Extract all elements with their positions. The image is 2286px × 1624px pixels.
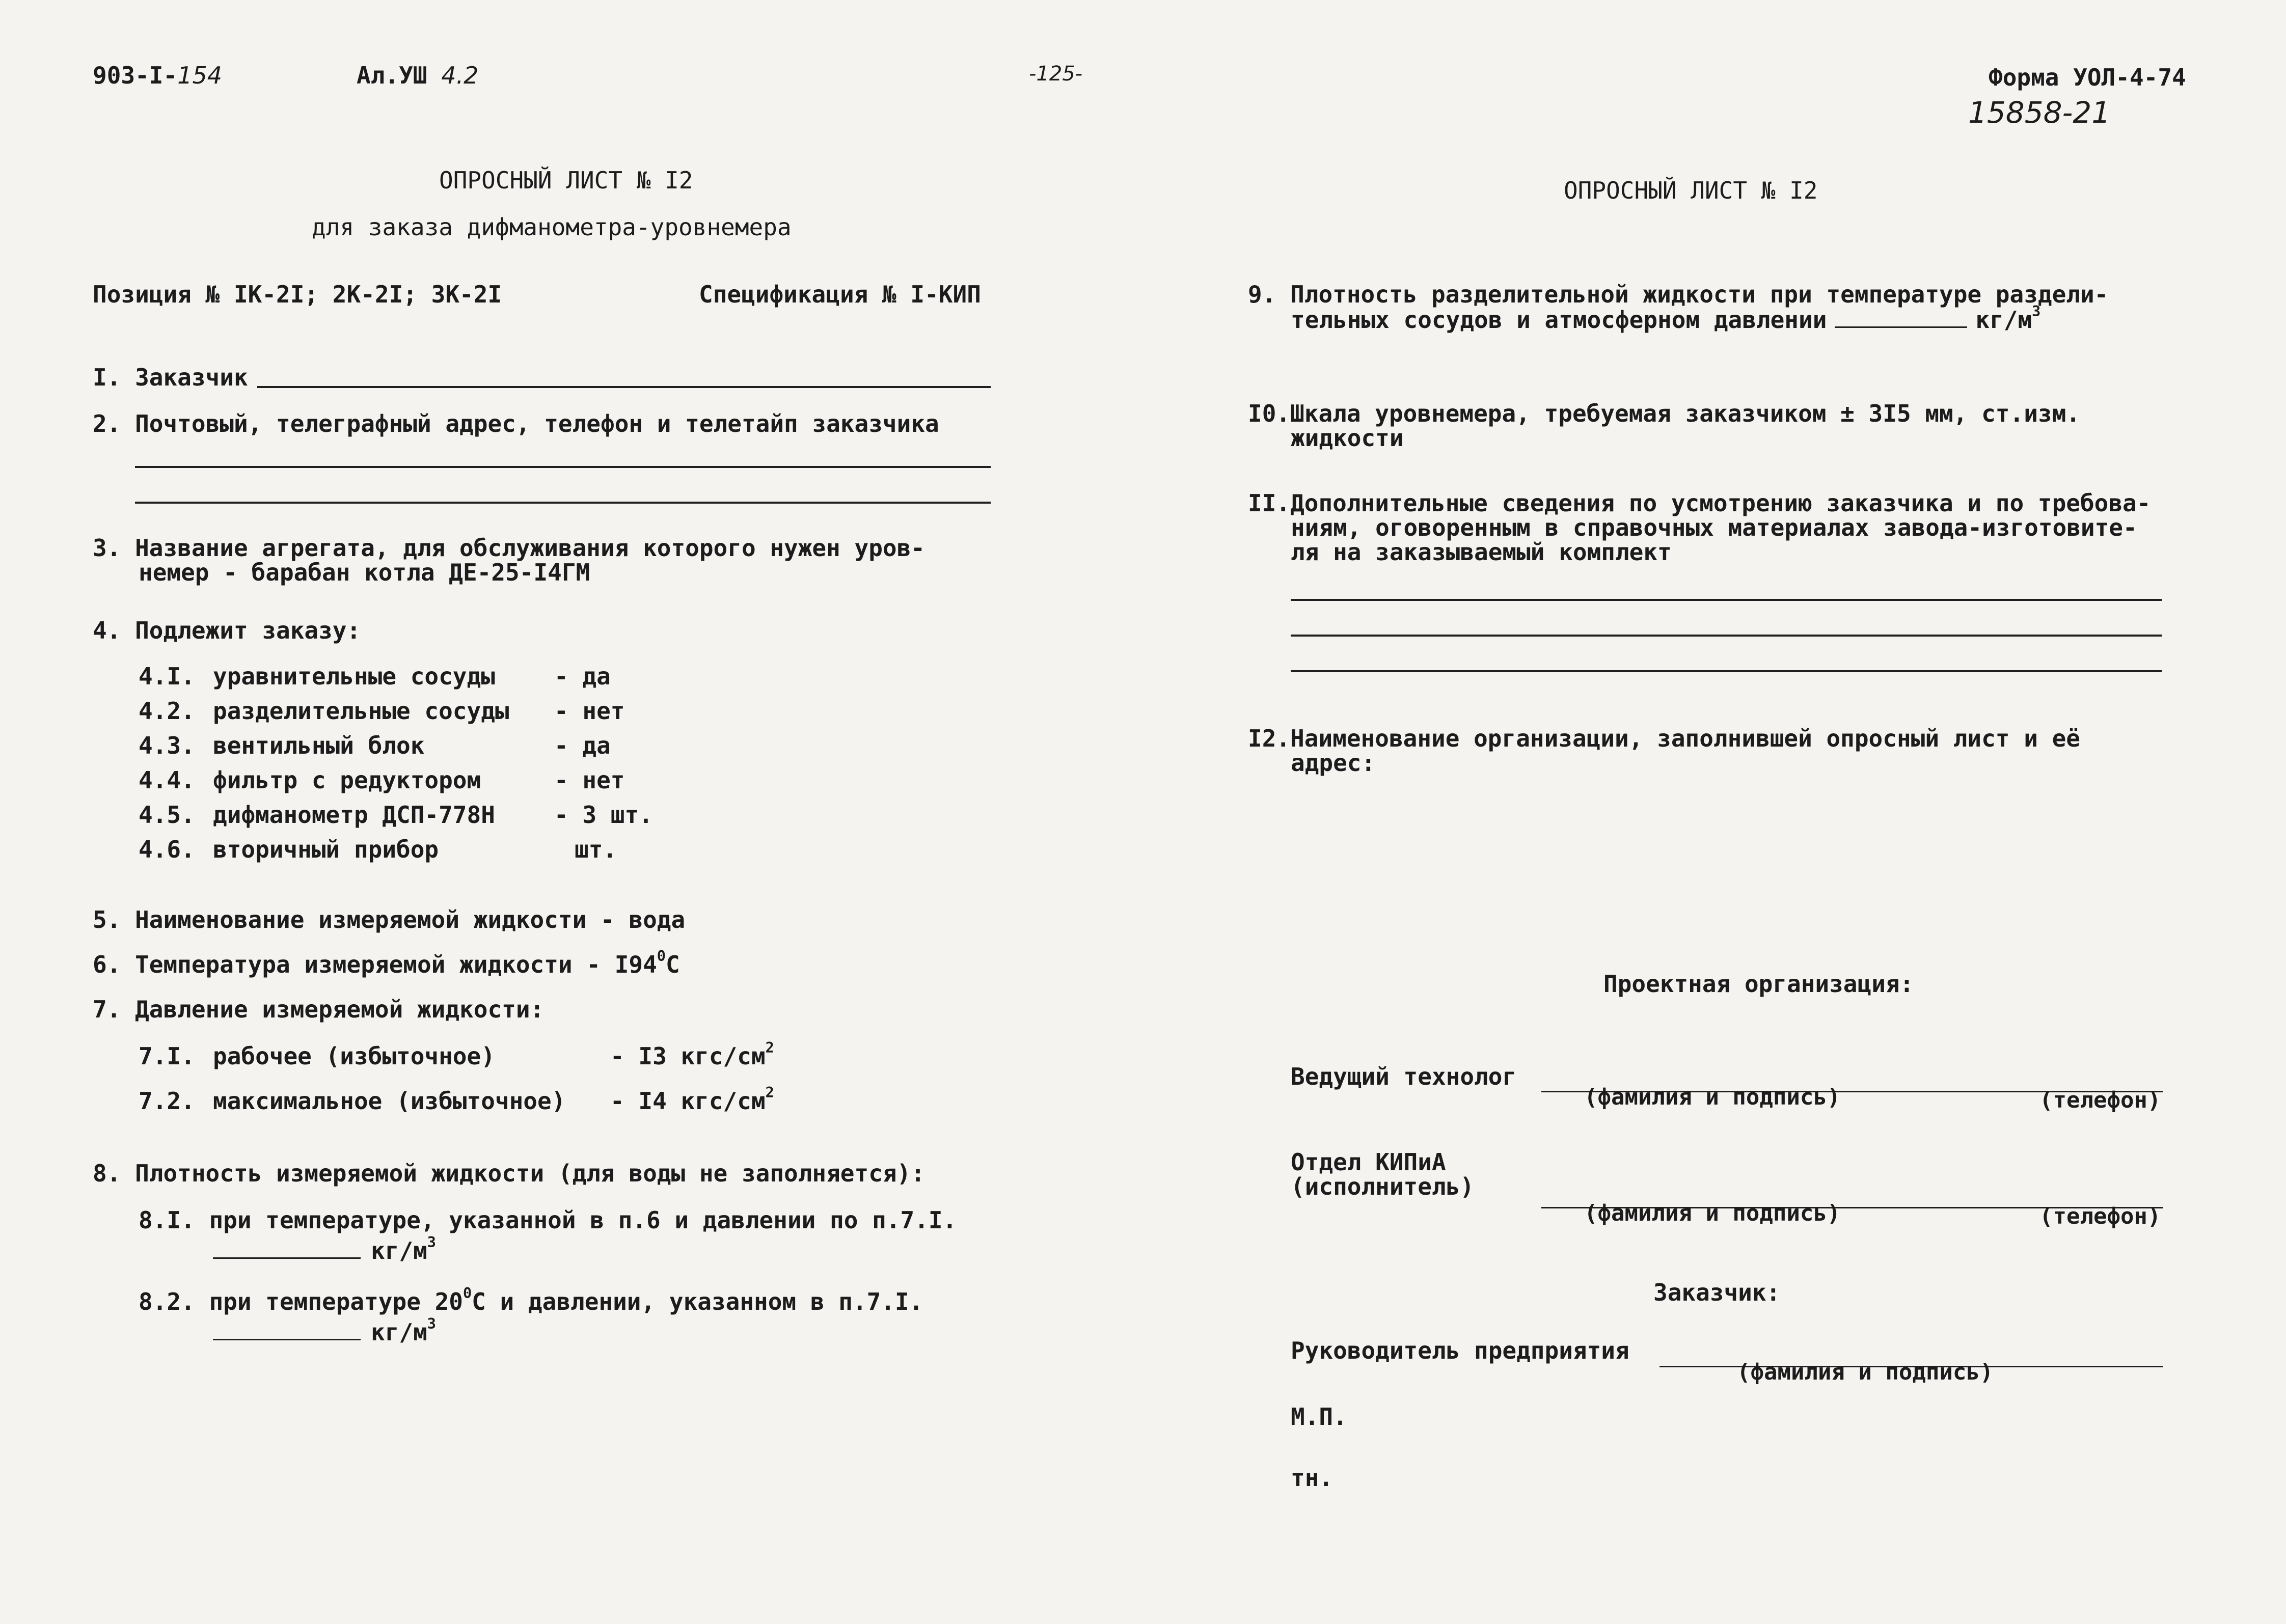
item-2-blank-line-2 (135, 502, 991, 504)
sub-4-1-number: 4.I. (139, 663, 195, 690)
sub-7-2-number: 7.2. (139, 1087, 195, 1115)
sub-4-2-value: - нет (554, 697, 625, 725)
album-print: Ал.УШ (357, 62, 427, 89)
page-title: ОПРОСНЫЙ ЛИСТ № I2 (439, 167, 693, 194)
item-11-line-2: ниям, оговоренным в справочных материалах завода-изготовите- (1291, 514, 2137, 541)
sub-7-2-superscript: 2 (765, 1084, 774, 1102)
department-phone-caption: (телефон) (2039, 1203, 2161, 1229)
sub-7-1-name: рабочее (избыточное) (213, 1042, 495, 1070)
sub-7-1-superscript: 2 (765, 1039, 774, 1057)
sub-8-1-blank (213, 1257, 361, 1259)
item-11-blank-line-3 (1291, 670, 2162, 672)
right-page-title: ОПРОСНЫЙ ЛИСТ № I2 (1564, 177, 1818, 204)
item-6-text: 6. Температура измеряемой жидкости - I94 (93, 951, 657, 978)
sub-4-2-name: разделительные сосуды (213, 697, 509, 725)
item-6-unit: С (665, 951, 680, 978)
lead-technologist-name-caption: (фамилия и подпись) (1584, 1084, 1841, 1110)
sub-7-2-name: максимальное (избыточное) (213, 1087, 566, 1115)
item-6-temperature (93, 948, 680, 978)
sub-8-2 (139, 1285, 923, 1315)
item-1-blank-line (257, 386, 991, 388)
sub-4-1-value: - да (554, 663, 611, 690)
item-9-line-2 (1291, 303, 2041, 334)
item-9-unit: кг/м (1975, 306, 2032, 334)
sub-4-6-number: 4.6. (139, 836, 195, 863)
item-4-heading: 4. Подлежит заказу: (93, 617, 361, 644)
sub-4-5-number: 4.5. (139, 801, 195, 829)
sub-7-2-value (610, 1084, 774, 1115)
sub-4-6-name: вторичный прибор (213, 836, 439, 863)
item-11-blank-line-1 (1291, 599, 2162, 601)
sub-7-1-value (610, 1039, 774, 1070)
project-organization-heading: Проектная организация: (1603, 970, 1914, 998)
form-code: Форма УОЛ-4-74 (1989, 64, 2186, 91)
item-9-line-2-text: тельных сосудов и атмосферном давлении (1291, 306, 1827, 334)
album-reference (357, 62, 478, 89)
sub-8-1: 8.I. при температуре, указанной в п.6 и давлении по п.7.I. (139, 1206, 957, 1234)
sub-7-2-value-text: - I4 кгс/см (610, 1087, 766, 1115)
item-12-line-2: адрес: (1291, 749, 1376, 777)
sub-8-1-superscript: 3 (427, 1234, 436, 1251)
sub-4-4-value: - нет (554, 766, 625, 794)
sub-4-6-value: шт. (575, 836, 617, 863)
lead-technologist-phone-caption: (телефон) (2039, 1087, 2161, 1113)
item-10-line-1: I0.Шкала уровнемера, требуемая заказчиком ± 3I5 мм, ст.изм. (1248, 400, 2080, 427)
department-label-line-2: (исполнитель) (1291, 1173, 1475, 1200)
right-page (1143, 0, 2286, 1624)
department-name-caption: (фамилия и подпись) (1584, 1200, 1841, 1226)
director-name-caption: (фамилия и подпись) (1737, 1359, 1994, 1385)
seal-mark: М.П. (1291, 1403, 1347, 1430)
page-number: -125- (1029, 62, 1083, 86)
item-3-line-2: немер - барабан котла ДЕ-25-I4ГМ (139, 559, 590, 586)
item-11-blank-line-2 (1291, 635, 2162, 637)
sub-8-2-text-b: С и давлении, указанном в п.7.I. (472, 1288, 923, 1315)
item-1-customer: I. Заказчик (93, 364, 248, 391)
sub-4-1-name: уравнительные сосуды (213, 663, 495, 690)
document-code-print: 903-I- (93, 62, 178, 89)
item-2-blank-line-1 (135, 466, 991, 468)
item-11-line-1: II.Дополнительные сведения по усмотрению заказчика и по требова- (1248, 489, 2151, 517)
customer-heading: Заказчик: (1653, 1279, 1781, 1306)
sub-4-3-number: 4.3. (139, 732, 195, 759)
department-label-line-1: Отдел КИПиА (1291, 1148, 1446, 1176)
sub-8-2-superscript: 3 (427, 1315, 436, 1333)
lead-technologist-label: Ведущий технолог (1291, 1063, 1517, 1090)
item-9-blank (1835, 326, 1967, 328)
album-handwritten: 4.2 (441, 62, 479, 89)
item-12-line-1: I2.Наименование организации, заполнившей опросный лист и её (1248, 725, 2080, 752)
sub-4-3-value: - да (554, 732, 611, 759)
sub-7-1-value-text: - I3 кгс/см (610, 1042, 766, 1070)
sub-8-1-unit (213, 1234, 436, 1264)
sub-8-2-text-a: 8.2. при температуре 20 (139, 1288, 463, 1315)
sub-8-2-degree: 0 (462, 1285, 472, 1302)
document-code (93, 62, 222, 89)
sub-4-2-number: 4.2. (139, 697, 195, 725)
item-9-superscript: 3 (2032, 303, 2041, 320)
item-7-heading: 7. Давление измеряемой жидкости: (93, 996, 545, 1023)
sub-4-5-name: дифманометр ДСП-778Н (213, 801, 495, 829)
item-2-address: 2. Почтовый, телеграфный адрес, телефон и телетайп заказчика (93, 410, 939, 437)
director-label: Руководитель предприятия (1291, 1337, 1629, 1364)
specification-line: Спецификация № I-КИП (699, 281, 981, 308)
item-6-degree: 0 (657, 948, 666, 965)
item-10-line-2: жидкости (1291, 424, 1404, 452)
sub-7-1-number: 7.I. (139, 1042, 195, 1070)
sub-4-4-number: 4.4. (139, 766, 195, 794)
sub-4-4-name: фильтр с редуктором (213, 766, 481, 794)
position-line: Позиция № IК-2I; 2К-2I; 3К-2I (93, 281, 502, 308)
page-subtitle: для заказа дифманометра-уровнемера (312, 213, 792, 241)
sub-4-3-name: вентильный блок (213, 732, 425, 759)
tn-mark: тн. (1291, 1464, 1334, 1492)
sub-4-5-value: - 3 шт. (554, 801, 653, 829)
sub-8-2-blank (213, 1339, 361, 1340)
sub-8-2-unit-text: кг/м (371, 1318, 427, 1346)
sub-8-2-unit (213, 1315, 436, 1346)
form-code-handwritten: 15858-21 (1968, 95, 2111, 130)
item-9-line-1: 9. Плотность разделительной жидкости при температуре раздели- (1248, 281, 2109, 308)
document-code-handwritten: 154 (177, 62, 222, 89)
sub-8-1-unit-text: кг/м (371, 1237, 427, 1264)
item-3-line-1: 3. Название агрегата, для обслуживания которого нужен уров- (93, 534, 925, 562)
item-5-liquid: 5. Наименование измеряемой жидкости - вода (93, 906, 686, 933)
item-8-heading: 8. Плотность измеряемой жидкости (для воды не заполняется): (93, 1160, 925, 1187)
item-11-line-3: ля на заказываемый комплект (1291, 538, 1672, 566)
